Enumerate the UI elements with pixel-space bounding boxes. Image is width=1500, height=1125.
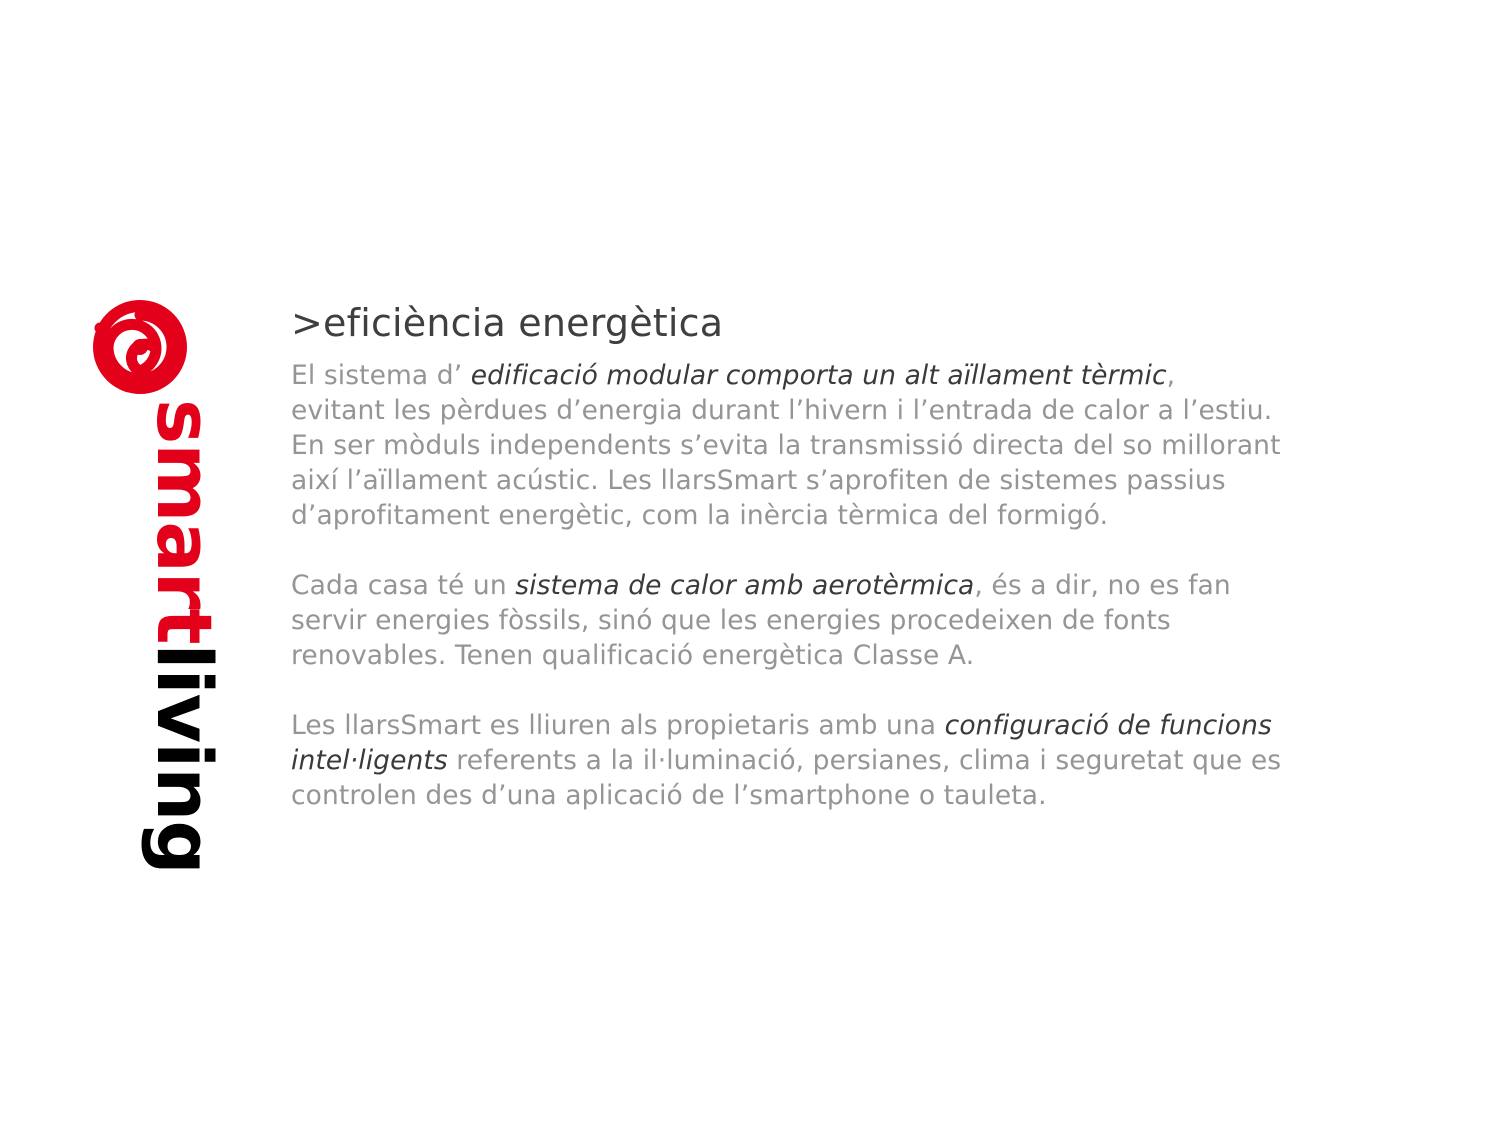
paragraph-line (291, 428, 1371, 463)
body-text: controlen des d’una aplicació de l’smartphone o tauleta. (291, 780, 1047, 811)
paragraph-3 (291, 708, 1371, 813)
paragraph-line (291, 393, 1371, 428)
paragraph-line (291, 708, 1371, 743)
body-text: , és a dir, no es fan (974, 570, 1231, 601)
paragraphs (291, 358, 1371, 813)
body-text: El sistema d’ (291, 360, 471, 391)
content-block (291, 300, 1371, 813)
paragraph-line (291, 743, 1371, 778)
paragraph-1 (291, 358, 1371, 533)
section-heading: >eficiència energètica (291, 301, 724, 345)
logo-word-smart: smart (140, 399, 229, 644)
emphasis-text: intel·ligents (291, 745, 448, 776)
paragraph-line (291, 463, 1371, 498)
body-text: evitant les pèrdues d’energia durant l’hivern i l’entrada de calor a l’estiu. (291, 395, 1273, 426)
body-text: , (1166, 360, 1176, 391)
body-text: En ser mòduls independents s’evita la transmissió directa del so millorant (291, 430, 1281, 461)
body-text: d’aprofitament energètic, com la inèrcia tèrmica del formigó. (291, 500, 1109, 531)
emphasis-text: configuració de funcions (944, 710, 1272, 741)
body-text: renovables. Tenen qualificació energètica Classe A. (291, 640, 975, 671)
body-text: així l’aïllament acústic. Les llarsSmart s’aprofiten de sistemes passius (291, 465, 1226, 496)
body-text: Cada casa té un (291, 570, 516, 601)
paragraph-line (291, 638, 1371, 673)
paragraph-2 (291, 568, 1371, 673)
logo-word-living: living (140, 643, 229, 874)
paragraph-line (291, 568, 1371, 603)
body-text: servir energies fòssils, sinó que les energies procedeixen de fonts (291, 605, 1171, 636)
emphasis-text: sistema de calor amb aerotèrmica (515, 570, 975, 601)
body-text: referents a la il·luminació, persianes, clima i seguretat que es (447, 745, 1282, 776)
paragraph-line (291, 498, 1371, 533)
body-text: Les llarsSmart es lliuren als propietaris amb una (291, 710, 945, 741)
paragraph-line (291, 358, 1371, 393)
smartliving-logo-graphic (88, 295, 229, 874)
logo-wordmark (140, 399, 229, 874)
smartliving-logo (88, 295, 229, 874)
emphasis-text: edificació modular comporta un alt aïllament tèrmic (470, 360, 1167, 391)
paragraph-line (291, 603, 1371, 638)
spiral-at-icon (99, 306, 181, 388)
paragraph-line (291, 778, 1371, 813)
